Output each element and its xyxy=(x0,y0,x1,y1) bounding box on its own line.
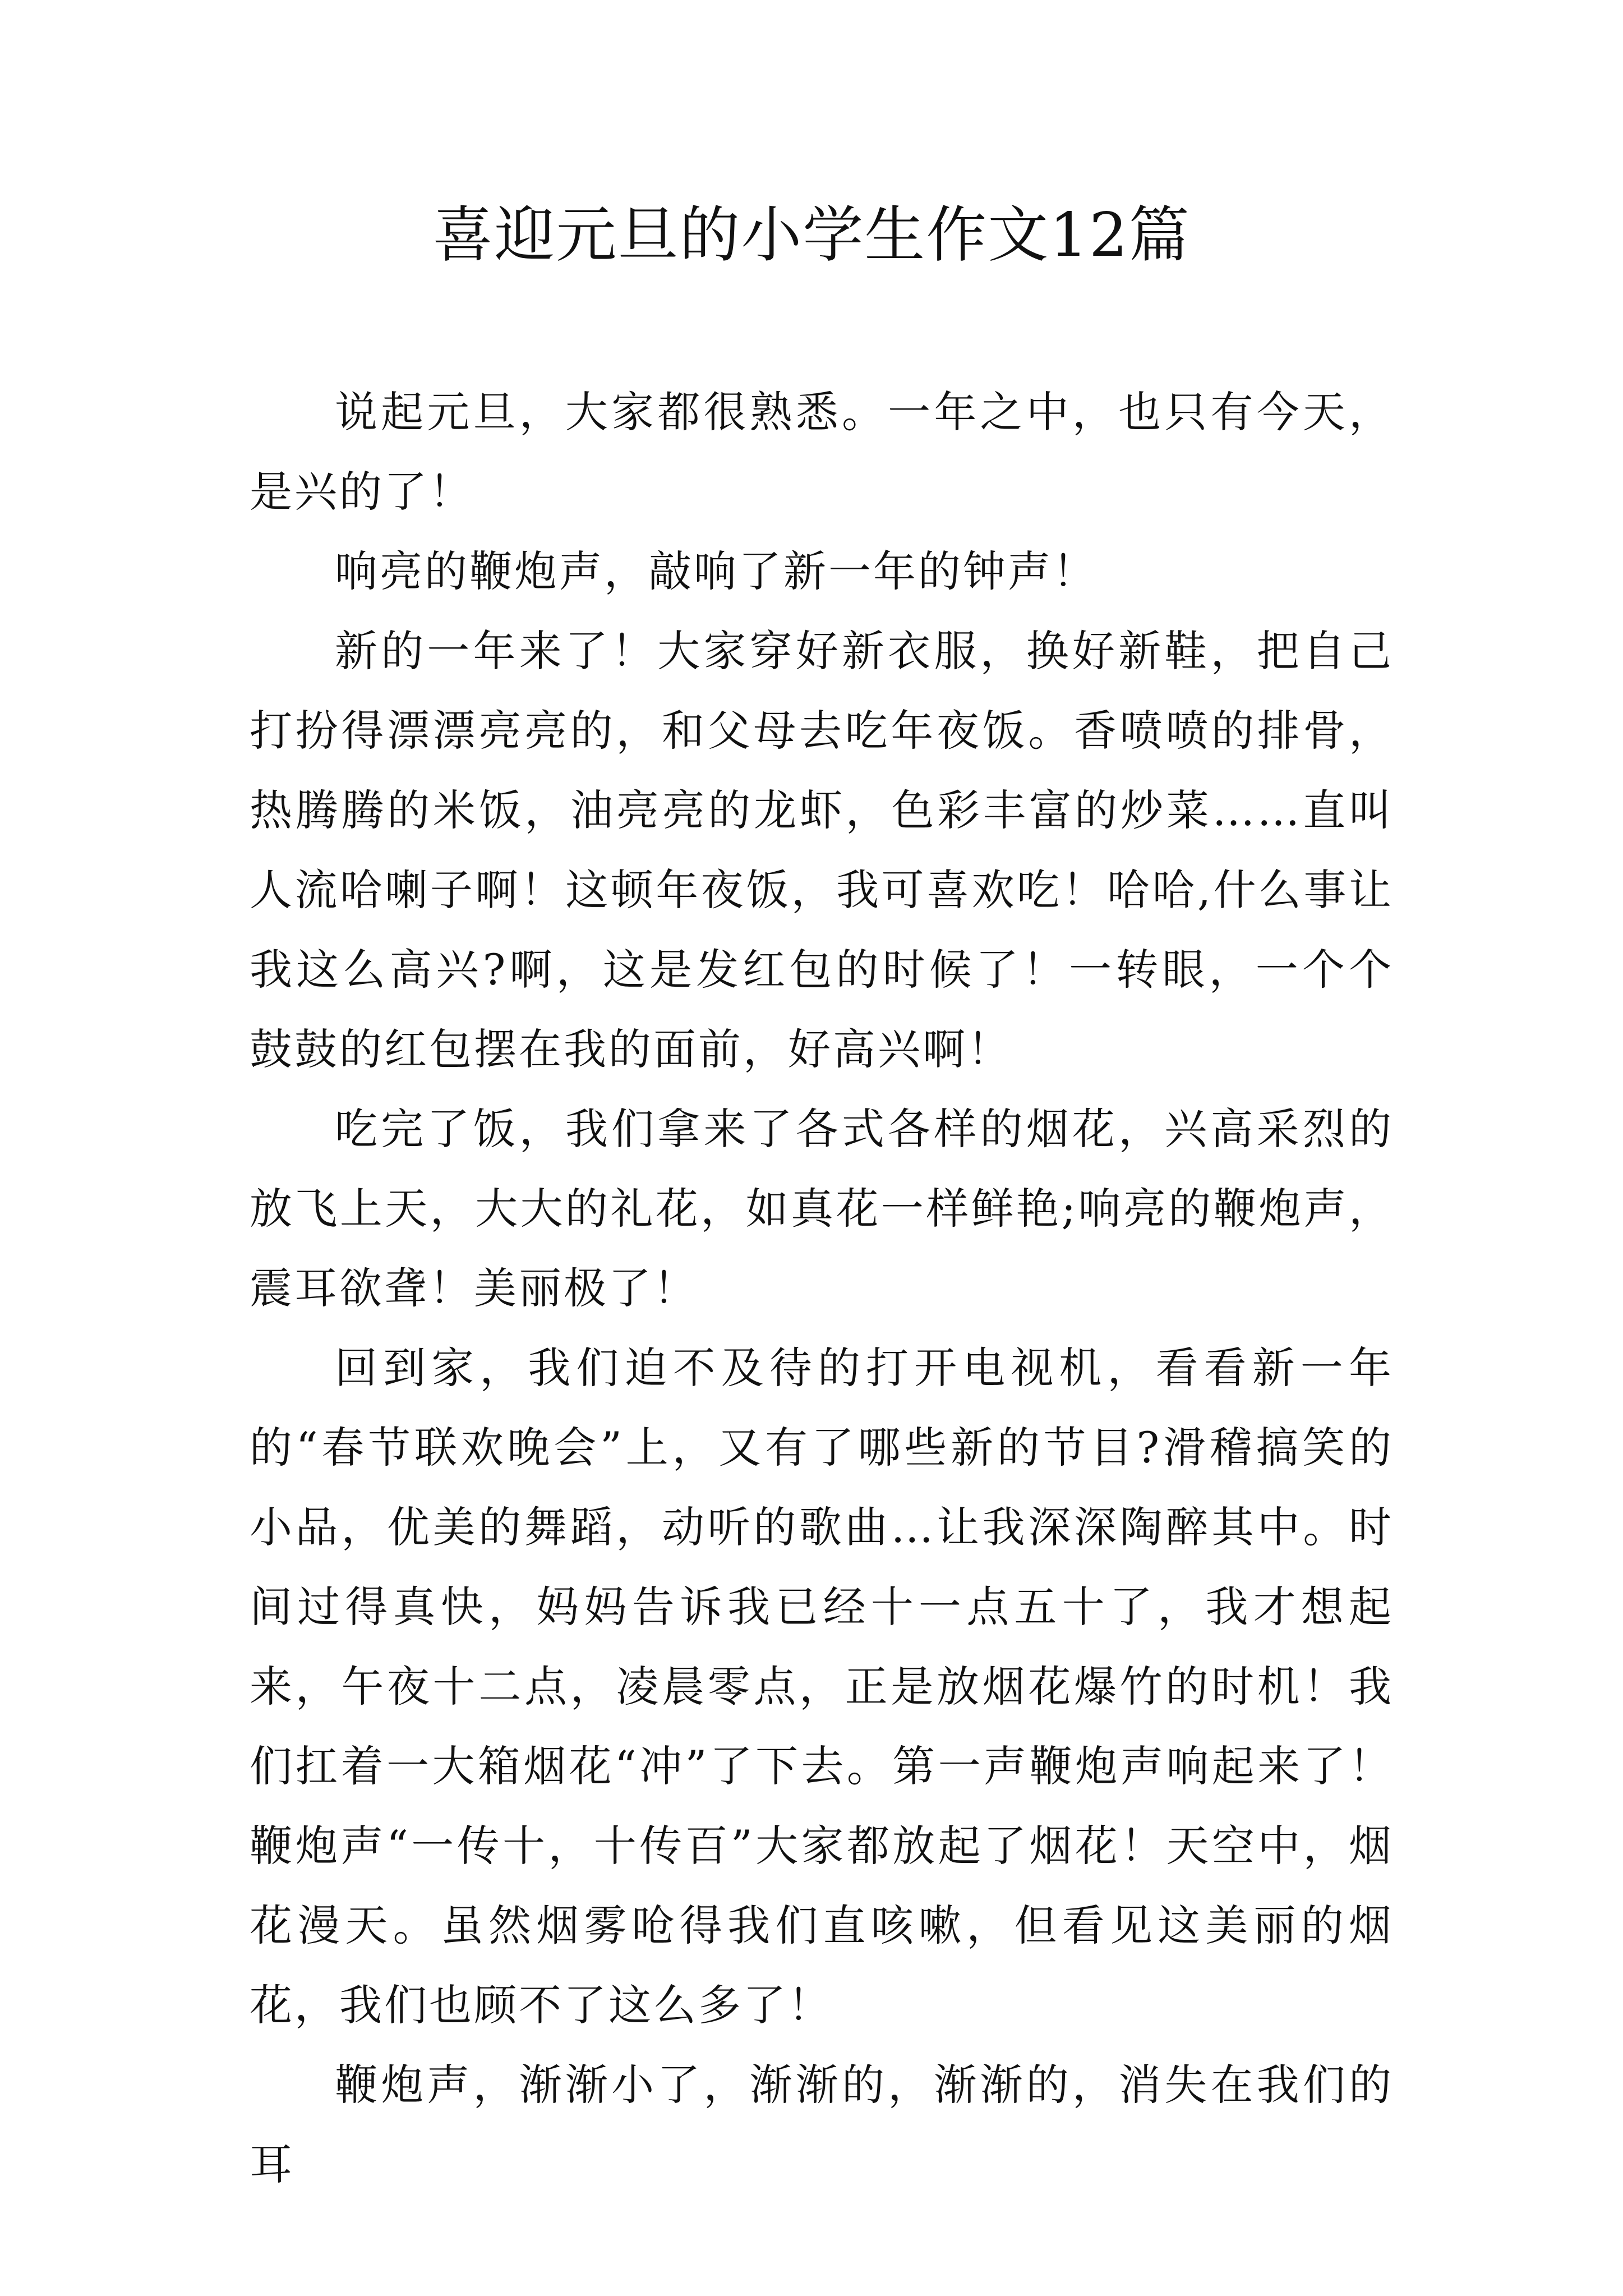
document-title: 喜迎元旦的小学生作文12篇 xyxy=(432,200,1191,270)
paragraph-2: 响亮的鞭炮声，敲响了新一年的钟声！ xyxy=(335,546,1098,596)
paragraph-4: 吃完了饭，我们拿来了各式各样的烟花，兴高采烈的放飞上天，大大的礼花，如真花一样鲜艳;响亮的鞭炮声，震耳欲聋！美丽极了！ xyxy=(250,1104,1394,1313)
paragraph-3: 新的一年来了！大家穿好新衣服，换好新鞋，把自己打扮得漂漂亮亮的，和父母去吃年夜饭。香喷喷的排骨，热腾腾的米饭，油亮亮的龙虾，色彩丰富的炒菜……直叫人流哈喇子啊！这顿年夜饭，我可喜欢吃！哈哈,什么事让我这么高兴?啊，这是发红包的时候了！一转眼，一个个鼓鼓的红包摆在我的面前，好高兴啊！ xyxy=(250,626,1394,1074)
paragraph-1: 说起元旦，大家都很熟悉。一年之中，也只有今天，是兴的了！ xyxy=(250,387,1394,517)
paragraph-5: 回到家，我们迫不及待的打开电视机，看看新一年的“春节联欢晚会”上，又有了哪些新的节目?滑稽搞笑的小品，优美的舞蹈，动听的歌曲…让我深深陶醉其中。时间过得真快，妈妈告诉我已经十一点五十了，我才想起来，午夜十二点，凌晨零点，正是放烟花爆竹的时机！我们扛着一大箱烟花“冲”了下去。第一声鞭炮声响起来了！鞭炮声“一传十，十传百”大家都放起了烟花！天空中，烟花漫天。虽然烟雾呛得我们直咳嗽，但看见这美丽的烟花，我们也顾不了这么多了！ xyxy=(250,1343,1394,2030)
document-body xyxy=(250,372,1394,2205)
paragraph-6: 鞭炮声，渐渐小了，渐渐的，渐渐的，消失在我们的耳 xyxy=(250,2060,1394,2189)
